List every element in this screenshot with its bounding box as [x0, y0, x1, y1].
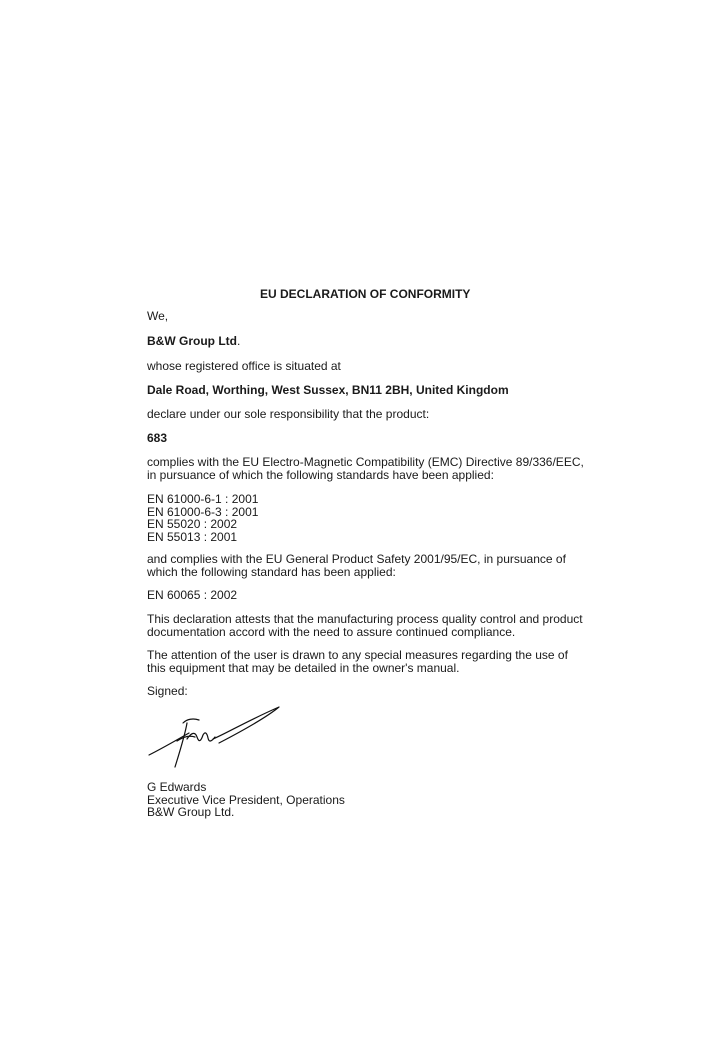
- signatory-company: B&W Group Ltd.: [147, 805, 235, 820]
- attest-line-1: This declaration attests that the manufacturing process quality control and product: [147, 612, 583, 626]
- company-period: .: [236, 334, 241, 348]
- signatory-block: [147, 781, 345, 819]
- we-line: We,: [147, 309, 169, 323]
- standard-item: EN 61000-6-1 : 2001: [147, 492, 259, 506]
- gps-paragraph: [147, 553, 566, 578]
- handwritten-signature: [147, 701, 287, 771]
- attention-line-2: this equipment that may be detailed in the owner's manual.: [147, 660, 460, 675]
- signatory-name: G Edwards: [147, 780, 207, 794]
- registered-address: Dale Road, Worthing, West Sussex, BN11 2BH, United Kingdom: [147, 383, 509, 397]
- attention-paragraph: [147, 649, 568, 674]
- standard-item: EN 55013 : 2001: [147, 529, 238, 544]
- signed-label: Signed:: [147, 684, 188, 698]
- company-line: [147, 335, 240, 348]
- emc-paragraph: [147, 456, 584, 481]
- declare-line: declare under our sole responsibility that the product:: [147, 407, 430, 421]
- standard-item: EN 55020 : 2002: [147, 517, 238, 532]
- emc-line-1: complies with the EU Electro-Magnetic Compatibility (EMC) Directive 89/336/EEC,: [147, 455, 584, 469]
- office-intro: whose registered office is situated at: [147, 359, 341, 373]
- standard-item: EN 61000-6-3 : 2001: [147, 504, 259, 519]
- attention-line-1: The attention of the user is drawn to any special measures regarding the use of: [147, 648, 568, 662]
- attest-line-2: documentation accord with the need to assure continued compliance.: [147, 624, 516, 639]
- signatory-title: Executive Vice President, Operations: [147, 792, 345, 807]
- product-number: 683: [147, 431, 168, 445]
- standards-list: [147, 493, 258, 543]
- document-title: EU DECLARATION OF CONFORMITY: [260, 287, 471, 301]
- gps-line-1: and complies with the EU General Product Safety 2001/95/EC, in pursuance of: [147, 552, 566, 566]
- company-name: B&W Group Ltd: [147, 334, 237, 348]
- emc-line-2: in pursuance of which the following standards have been applied:: [147, 467, 494, 482]
- gps-line-2: which the following standard has been applied:: [147, 564, 396, 579]
- attest-paragraph: [147, 613, 583, 638]
- safety-standard: EN 60065 : 2002: [147, 588, 238, 602]
